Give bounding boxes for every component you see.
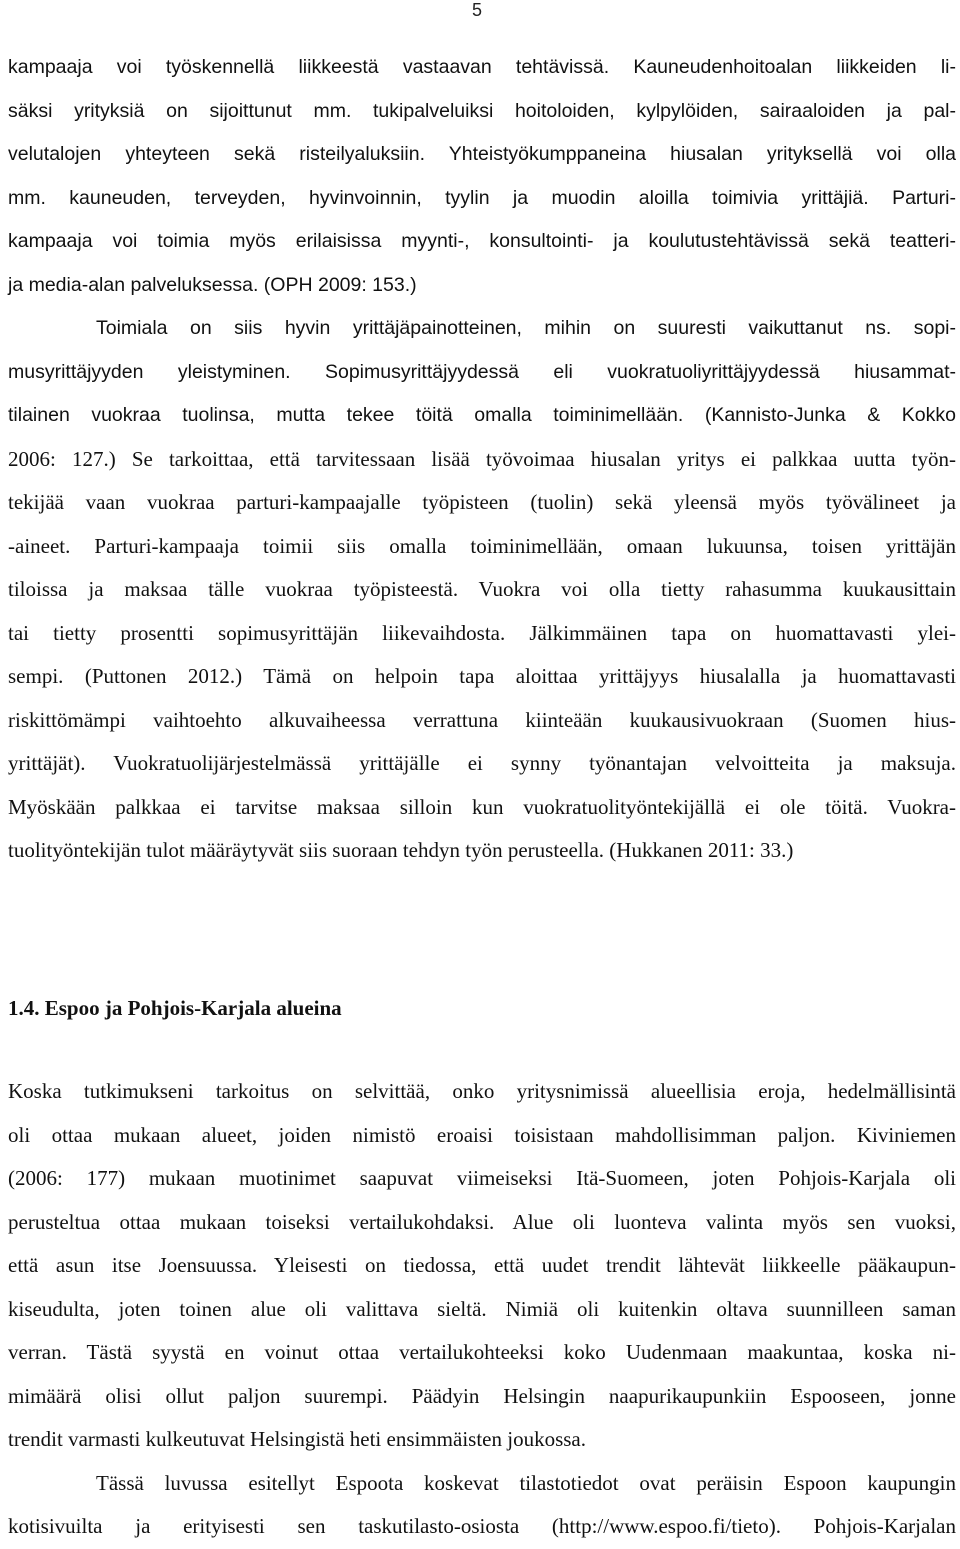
text-line: tai tietty prosentti sopimusyrittäjän liikevaihdosta. Jälkimmäinen tapa on huomattavasti ylei- <box>8 620 956 645</box>
text-line: Myöskään palkkaa ei tarvitse maksaa silloin kun vuokratuolityöntekijällä ei ole töitä. Vuokra- <box>8 794 956 819</box>
text-line: kotisivuilta ja erityisesti sen taskutilasto-osiosta (http://www.espoo.fi/tieto). Pohjois-Karjalan <box>8 1514 956 1538</box>
text-line: musyrittäjyyden yleistyminen. Sopimusyrittäjyydessä eli vuokratuoliyrittäjyydessä hiusammat- <box>8 360 956 383</box>
text-line: Toimiala on siis hyvin yrittäjäpainotteinen, mihin on suuresti vaikuttanut ns. sopi- <box>96 317 956 339</box>
text-line: -aineet. Parturi-kampaaja toimii siis omalla toiminimellään, omaan lukuunsa, toisen yrittäjän <box>8 533 956 558</box>
paragraph-block-bottom <box>8 1070 956 1549</box>
text-line: mimäärä olisi ollut paljon suurempi. Päädyin Helsingin naapurikaupunkiin Espooseen, jonne <box>8 1383 956 1408</box>
text-line: yrittäjät). Vuokratuolijärjestelmässä yrittäjälle ei synny työnantajan velvoitteita ja maksuja. <box>8 751 956 775</box>
text-line: 2006: 127.) Se tarkoittaa, että tarvitessaan lisää työvoimaa hiusalan yritys ei palkkaa uutta työn- <box>8 446 956 471</box>
text-line: tekijää vaan vuokraa parturi-kampaajalle työpisteen (tuolin) sekä yleensä myös työvälineet ja <box>8 490 956 514</box>
text-line: Tässä luvussa esitellyt Espoota koskevat tilastotiedot ovat peräisin Espoon kaupungin <box>96 1470 956 1495</box>
text-line: kiseudulta, joten toinen alue oli valittava sieltä. Nimiä oli kuitenkin oltava suunnilleen saman <box>8 1296 956 1321</box>
paragraph-block-top <box>8 46 956 873</box>
text-line: Koska tutkimukseni tarkoitus on selvittää, onko yritysnimissä alueellisia eroja, hedelmällisintä <box>8 1079 956 1103</box>
text-line: ja media-alan palveluksessa. (OPH 2009: 153.) <box>8 273 417 296</box>
text-line: perusteltua ottaa mukaan toiseksi vertailukohdaksi. Alue oli luonteva valinta myös sen vuoksi, <box>8 1209 956 1234</box>
text-line: kampaaja voi toimia myös erilaisissa myynti-, konsultointi- ja koulutustehtävissä sekä teatteri- <box>8 230 956 252</box>
text-line: säksi yrityksiä on sijoittunut mm. tukipalveluiksi hoitoloiden, kylpylöiden, sairaaloiden ja pal- <box>8 99 956 122</box>
text-line: tilainen vuokraa tuolinsa, mutta tekee töitä omalla toiminimellään. (Kannisto-Junka & Kokko <box>8 404 956 426</box>
text-line: sempi. (Puttonen 2012.) Tämä on helpoin tapa aloittaa yrittäjyys hiusalalla ja huomattavasti <box>8 664 956 688</box>
text-line: verran. Tästä syystä en voinut ottaa vertailukohteeksi koko Uudenmaan maakuntaa, koska ni- <box>8 1340 956 1364</box>
text-line: trendit varmasti kulkeutuvat Helsingistä heti ensimmäisten joukossa. <box>8 1427 586 1451</box>
text-line: että asun itse Joensuussa. Yleisesti on tiedossa, että uudet trendit lähtevät liikkeelle pääkaupun- <box>8 1253 956 1277</box>
text-line: velutalojen yhteyteen sekä risteilyaluksiin. Yhteistyökumppaneina hiusalan yrityksellä voi olla <box>8 143 956 165</box>
text-line: (2006: 177) mukaan muotinimet saapuvat viimeiseksi Itä-Suomeen, joten Pohjois-Karjala oli <box>8 1166 956 1190</box>
section-heading: 1.4. Espoo ja Pohjois-Karjala alueina <box>8 996 342 1020</box>
text-line: tiloissa ja maksaa tälle vuokraa työpisteestä. Vuokra voi olla tietty rahasumma kuukausittain <box>8 577 956 601</box>
text-line: tuolityöntekijän tulot määräytyvät siis suoraan tehdyn työn perusteella. (Hukkanen 2011: 33.) <box>8 838 794 862</box>
text-line: kampaaja voi työskennellä liikkeestä vastaavan tehtävissä. Kauneudenhoitoalan liikkeiden li- <box>8 56 956 78</box>
page-number: 5 <box>472 0 483 20</box>
text-line: riskittömämpi vaihtoehto alkuvaiheessa verrattuna kiinteään kuukausivuokraan (Suomen hius- <box>8 707 956 732</box>
text-line: mm. kauneuden, terveyden, hyvinvoinnin, tyylin ja muodin aloilla toimivia yrittäjiä. Parturi- <box>8 186 956 209</box>
text-line: oli ottaa mukaan alueet, joiden nimistö eroaisi toisistaan mahdollisimman paljon. Kiviniemen <box>8 1122 956 1147</box>
